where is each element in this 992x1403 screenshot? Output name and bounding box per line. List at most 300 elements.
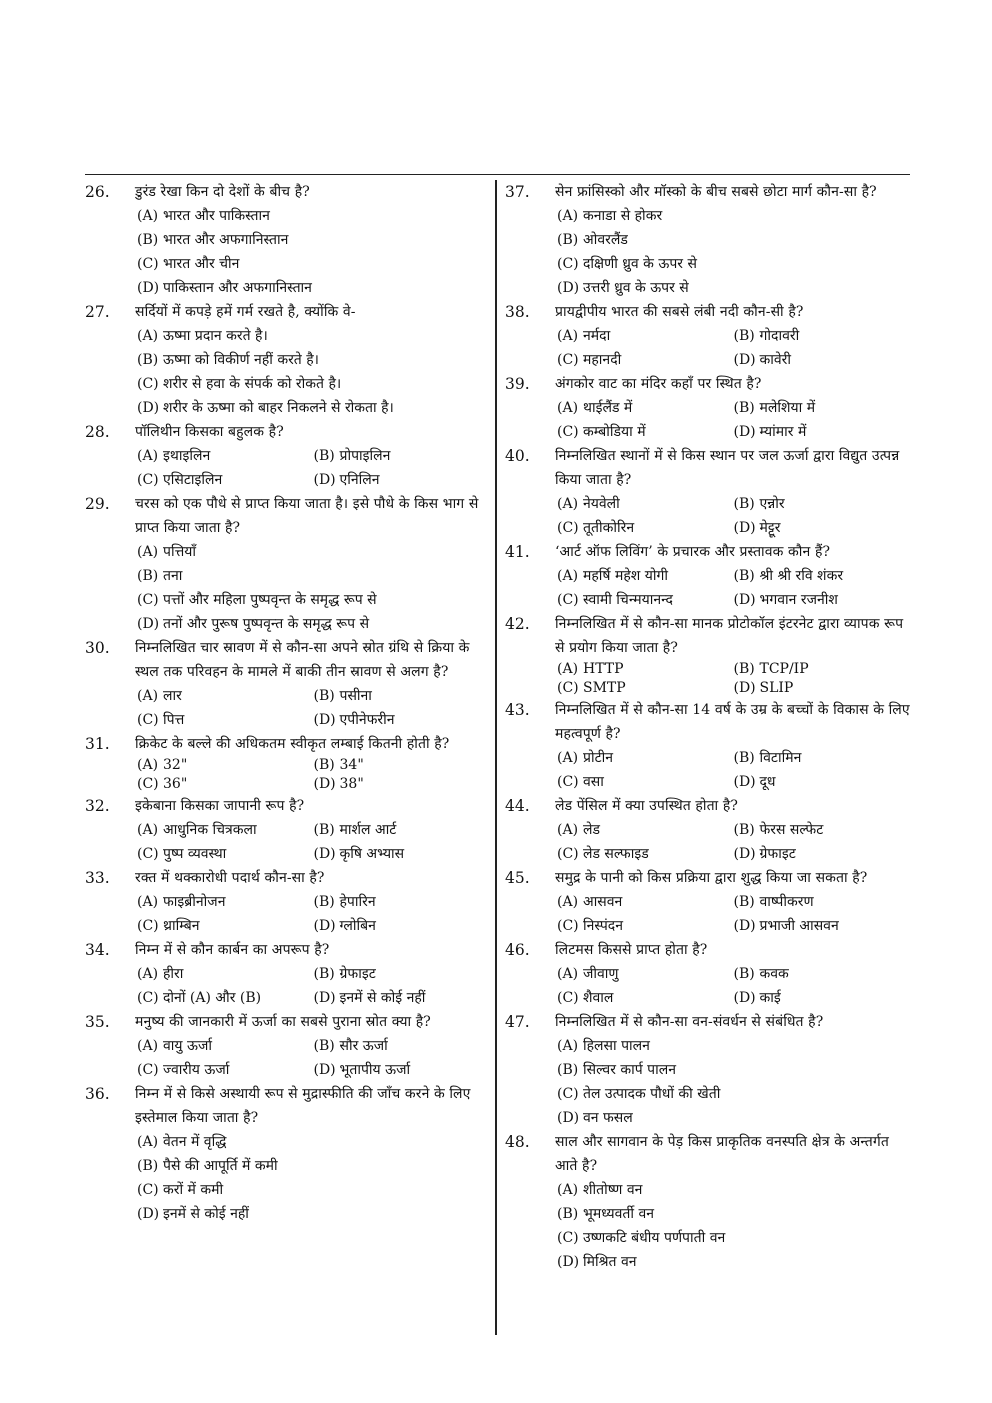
question-text: पॉलिथीन किसका बहुलक है? — [135, 424, 284, 440]
option-text: पाकिस्तान और अफगानिस्तान — [163, 280, 312, 296]
option-label: (C) — [137, 776, 159, 792]
option-label: (A) — [557, 966, 579, 982]
option-label: (D) — [733, 990, 756, 1006]
option-text: प्रभाजी आसवन — [759, 918, 839, 934]
option — [557, 1250, 910, 1274]
option-label: (A) — [557, 1038, 579, 1054]
option — [137, 204, 490, 228]
option-label: (A) — [137, 757, 159, 773]
option-label: (B) — [137, 1158, 159, 1174]
option-label: (B) — [557, 1206, 579, 1222]
options — [135, 444, 490, 492]
option — [557, 516, 734, 540]
question-number: 30. — [85, 639, 110, 657]
question-text: लेड पेंसिल में क्या उपस्थित होता है? — [555, 798, 738, 814]
option-text: पुष्प व्यवस्था — [163, 846, 227, 862]
option-text: म्यांमार में — [759, 424, 807, 440]
question-number: 33. — [85, 869, 110, 887]
option-text: दोनों (A) और (B) — [163, 990, 262, 1006]
option — [314, 684, 491, 708]
option-text: वसा — [583, 774, 604, 790]
option — [734, 660, 911, 679]
question — [85, 794, 490, 866]
question — [85, 492, 490, 636]
option — [734, 962, 911, 986]
option-label: (B) — [313, 448, 335, 464]
option — [734, 588, 911, 612]
option-label: (C) — [557, 256, 579, 272]
option-text: इनमें से कोई नहीं — [339, 990, 426, 1006]
option-label: (A) — [557, 750, 579, 766]
options — [135, 684, 490, 732]
question-text: प्रायद्वीपीय भारत की सबसे लंबी नदी कौन-सी है? — [555, 304, 804, 320]
option-label: (D) — [557, 280, 580, 296]
option — [137, 252, 490, 276]
question-number: 29. — [85, 495, 110, 513]
option-text: इथाइलिन — [163, 448, 211, 464]
option — [557, 276, 910, 300]
option-text: भारत और अफगानिस्तान — [163, 232, 289, 248]
question-number: 36. — [85, 1085, 110, 1103]
option-label: (C) — [557, 352, 579, 368]
question-text: अंगकोर वाट का मंदिर कहाँ पर स्थित है? — [555, 376, 762, 392]
question-number: 42. — [505, 615, 530, 633]
option-text: 36" — [163, 776, 188, 792]
question-number: 38. — [505, 303, 530, 321]
option-label: (C) — [137, 592, 159, 608]
question — [85, 938, 490, 1010]
option — [314, 1058, 491, 1082]
option-label: (A) — [557, 568, 579, 584]
option — [314, 986, 491, 1010]
options — [555, 396, 910, 444]
option — [557, 204, 910, 228]
option-label: (C) — [137, 1182, 159, 1198]
option-label: (A) — [137, 822, 159, 838]
option — [137, 986, 314, 1010]
option — [137, 324, 490, 348]
options — [555, 324, 910, 372]
option-text: दक्षिणी ध्रुव के ऊपर से — [583, 256, 697, 272]
option-text: शरीर के ऊष्मा को बाहर निकलने से रोकता है। — [163, 400, 394, 416]
option-text: पैसे की आपूर्ति में कमी — [163, 1158, 278, 1174]
options — [135, 1034, 490, 1082]
option-text: आधुनिक चित्रकला — [163, 822, 257, 838]
option — [557, 1226, 910, 1250]
option — [137, 228, 490, 252]
option-label: (C) — [137, 712, 159, 728]
option-label: (D) — [733, 846, 756, 862]
option — [734, 914, 911, 938]
option-text: उष्णकटि बंधीय पर्णपाती वन — [583, 1230, 726, 1246]
option — [557, 396, 734, 420]
option-text: मेट्टूर — [759, 520, 781, 536]
option-label: (C) — [137, 1062, 159, 1078]
question — [85, 866, 490, 938]
option-text: नर्मदा — [583, 328, 611, 344]
option-text: कृषि अभ्यास — [339, 846, 405, 862]
question — [85, 1010, 490, 1082]
option-text: ऊष्मा प्रदान करते है। — [163, 328, 268, 344]
option — [557, 588, 734, 612]
option — [557, 1058, 910, 1082]
option — [557, 348, 734, 372]
option-text: तना — [163, 568, 183, 584]
option — [314, 775, 491, 794]
options — [555, 818, 910, 866]
option-text: काई — [759, 990, 781, 1006]
option-label: (D) — [137, 1206, 160, 1222]
option — [557, 420, 734, 444]
option — [314, 1034, 491, 1058]
option — [314, 756, 491, 775]
option — [314, 890, 491, 914]
option — [734, 679, 911, 698]
option-label: (B) — [313, 966, 335, 982]
option-text: ओवरलैंड — [583, 232, 628, 248]
option-text: शैवाल — [583, 990, 614, 1006]
option-label: (B) — [733, 894, 755, 910]
option-text: 34" — [339, 757, 364, 773]
option-label: (C) — [137, 256, 159, 272]
question-number: 27. — [85, 303, 110, 321]
option — [557, 770, 734, 794]
question-text: निम्नलिखित चार स्रावण में से कौन-सा अपने स्रोत ग्रंथि से क्रिया के स्थल तक परिवहन के मामले में बाकी तीन स्रावण से अलग है? — [135, 640, 470, 680]
question-text: निम्नलिखित स्थानों में से किस स्थान पर जल ऊर्जा द्वारा विद्युत उत्पन्न किया जाता है? — [555, 448, 900, 488]
question — [85, 732, 490, 794]
option-text: ग्लोबिन — [339, 918, 376, 934]
option — [137, 468, 314, 492]
option-label: (B) — [557, 1062, 579, 1078]
option-text: शरीर से हवा के संपर्क को रोकते है। — [163, 376, 342, 392]
question-text: डुरंड रेखा किन दो देशों के बीच है? — [135, 184, 310, 200]
question-text: साल और सागवान के पेड़ किस प्राकृतिक वनस्पति क्षेत्र के अन्तर्गत आते है? — [555, 1134, 889, 1174]
option-text: निस्पंदन — [583, 918, 623, 934]
option-label: (B) — [733, 568, 755, 584]
option-label: (D) — [557, 1254, 580, 1270]
option-label: (C) — [557, 680, 579, 696]
option-label: (D) — [733, 520, 756, 536]
question — [505, 1010, 910, 1130]
option-label: (D) — [137, 400, 160, 416]
option-label: (C) — [557, 774, 579, 790]
question-text: निम्न में से किसे अस्थायी रूप से मुद्रास्फीति की जाँच करने के लिए इस्तेमाल किया जाता है? — [135, 1086, 471, 1126]
option-text: प्रोटीन — [583, 750, 614, 766]
question — [505, 794, 910, 866]
option — [557, 818, 734, 842]
option-label: (D) — [733, 424, 756, 440]
option-label: (B) — [733, 661, 755, 677]
option-label: (C) — [557, 846, 579, 862]
option — [137, 372, 490, 396]
question — [505, 372, 910, 444]
option — [557, 1034, 910, 1058]
option-text: मलेशिया में — [759, 400, 816, 416]
question — [505, 1130, 910, 1274]
option-label: (D) — [733, 918, 756, 934]
option-label: (B) — [313, 688, 335, 704]
option-text: मार्शल आर्ट — [339, 822, 397, 838]
option — [137, 588, 490, 612]
option-text: कवक — [759, 966, 789, 982]
question-text: इकेबाना किसका जापानी रूप है? — [135, 798, 305, 814]
option-label: (C) — [557, 592, 579, 608]
option-label: (D) — [733, 352, 756, 368]
option-label: (D) — [733, 680, 756, 696]
question-number: 45. — [505, 869, 530, 887]
option — [734, 492, 911, 516]
option — [314, 914, 491, 938]
option-text: एसिटाइलिन — [163, 472, 223, 488]
question-text: सेन फ्रांसिस्को और मॉस्को के बीच सबसे छोटा मार्ग कौन-सा है? — [555, 184, 877, 200]
option-label: (D) — [313, 1062, 336, 1078]
question-number: 40. — [505, 447, 530, 465]
option-label: (C) — [137, 918, 159, 934]
option — [734, 842, 911, 866]
option — [557, 842, 734, 866]
question-text: क्रिकेट के बल्ले की अधिकतम स्वीकृत लम्बाई कितनी होती है? — [135, 736, 450, 752]
option-label: (C) — [557, 424, 579, 440]
question-text: निम्न में से कौन कार्बन का अपरूप है? — [135, 942, 330, 958]
question-number: 37. — [505, 183, 530, 201]
options — [135, 324, 490, 420]
option-text: भगवान रजनीश — [759, 592, 838, 608]
option-text: तनों और पुरूष पुष्पवृन्त के समृद्ध रूप से — [163, 616, 370, 632]
option-label: (B) — [137, 352, 159, 368]
option — [137, 842, 314, 866]
options — [555, 962, 910, 1010]
option-text: वन फसल — [583, 1110, 633, 1126]
option — [734, 324, 911, 348]
option-label: (A) — [137, 448, 159, 464]
option — [734, 516, 911, 540]
option-text: तूतीकोरिन — [583, 520, 635, 536]
question-text: लिटमस किससे प्राप्त होता है? — [555, 942, 708, 958]
option-text: कनाडा से होकर — [583, 208, 663, 224]
option-text: हिलसा पालन — [583, 1038, 650, 1054]
option-text: लेड — [583, 822, 600, 838]
option-text: भूतापीय ऊर्जा — [339, 1062, 411, 1078]
option-label: (A) — [137, 966, 159, 982]
option — [557, 228, 910, 252]
option-label: (A) — [557, 661, 579, 677]
question-number: 39. — [505, 375, 530, 393]
option-label: (C) — [557, 918, 579, 934]
question-text: सर्दियों में कपड़े हमें गर्म रखते है, क्योंकि वे- — [135, 304, 356, 320]
options — [135, 818, 490, 866]
options — [555, 492, 910, 540]
option — [734, 746, 911, 770]
option — [314, 962, 491, 986]
option-label: (B) — [733, 496, 755, 512]
option-label: (D) — [137, 280, 160, 296]
question-text: रक्त में थक्कारोधी पदार्थ कौन-सा है? — [135, 870, 325, 886]
question — [85, 300, 490, 420]
question-text: निम्नलिखित में से कौन-सा मानक प्रोटोकॉल इंटरनेट द्वारा व्यापक रूप से प्रयोग किया जाता है? — [555, 616, 904, 656]
option — [137, 1178, 490, 1202]
option-text: जीवाणु — [583, 966, 619, 982]
option-label: (A) — [137, 544, 159, 560]
question-text: निम्नलिखित में से कौन-सा वन-संवर्धन से संबंधित है? — [555, 1014, 824, 1030]
option-text: वायु ऊर्जा — [163, 1038, 212, 1054]
question — [505, 698, 910, 794]
option — [557, 492, 734, 516]
option-label: (D) — [313, 472, 336, 488]
option-label: (B) — [313, 757, 335, 773]
option-text: ज्वारीय ऊर्जा — [163, 1062, 230, 1078]
option-text: भारत और चीन — [163, 256, 240, 272]
option-label: (D) — [313, 918, 336, 934]
option-label: (B) — [733, 966, 755, 982]
options — [555, 746, 910, 794]
question-number: 47. — [505, 1013, 530, 1031]
option — [137, 540, 490, 564]
option-text: नेयवेली — [583, 496, 620, 512]
option-text: महर्षि महेश योगी — [583, 568, 669, 584]
option-text: भूमध्यवर्ती वन — [583, 1206, 654, 1222]
top-rule — [85, 174, 910, 175]
question-number: 44. — [505, 797, 530, 815]
option — [557, 679, 734, 698]
option — [557, 660, 734, 679]
option-label: (D) — [137, 616, 160, 632]
option — [137, 756, 314, 775]
options — [555, 1178, 910, 1274]
question-number: 48. — [505, 1133, 530, 1151]
option-text: लेड सल्फाइड — [583, 846, 649, 862]
option-text: SMTP — [583, 680, 626, 696]
option — [734, 564, 911, 588]
option-text: महानदी — [583, 352, 622, 368]
option-label: (D) — [313, 776, 336, 792]
option-text: कावेरी — [759, 352, 792, 368]
option-text: हेपारिन — [339, 894, 376, 910]
option — [137, 396, 490, 420]
option-text: सौर ऊर्जा — [339, 1038, 388, 1054]
option-label: (B) — [557, 232, 579, 248]
question — [505, 444, 910, 540]
option — [137, 276, 490, 300]
option-label: (A) — [557, 822, 579, 838]
option-label: (B) — [733, 750, 755, 766]
option-label: (B) — [137, 568, 159, 584]
question — [85, 420, 490, 492]
question — [85, 1082, 490, 1226]
option-text: एपीनेफरीन — [339, 712, 395, 728]
option — [137, 612, 490, 636]
option — [314, 842, 491, 866]
option-label: (A) — [137, 208, 159, 224]
option — [137, 708, 314, 732]
question-number: 32. — [85, 797, 110, 815]
option — [734, 890, 911, 914]
option-label: (B) — [733, 328, 755, 344]
option — [557, 746, 734, 770]
question-number: 35. — [85, 1013, 110, 1031]
option — [137, 818, 314, 842]
option — [137, 775, 314, 794]
option — [137, 1058, 314, 1082]
option-text: फेरस सल्फेट — [759, 822, 824, 838]
option-label: (B) — [313, 822, 335, 838]
left-column — [85, 180, 490, 1226]
option-text: स्वामी चिन्मयानन्द — [583, 592, 673, 608]
option-label: (B) — [137, 232, 159, 248]
option-label: (C) — [557, 1086, 579, 1102]
option-label: (A) — [137, 688, 159, 704]
question — [505, 180, 910, 300]
option-label: (A) — [137, 1038, 159, 1054]
option-text: लार — [163, 688, 182, 704]
option-text: ग्रेफाइट — [759, 846, 796, 862]
option — [557, 914, 734, 938]
option — [137, 1154, 490, 1178]
question-number: 34. — [85, 941, 110, 959]
option-label: (A) — [557, 894, 579, 910]
options — [135, 204, 490, 300]
option — [137, 348, 490, 372]
option-text: प्रोपाइलिन — [339, 448, 391, 464]
option-label: (C) — [137, 990, 159, 1006]
option — [137, 1034, 314, 1058]
option — [557, 890, 734, 914]
question — [85, 180, 490, 300]
options — [555, 1034, 910, 1130]
option-label: (A) — [137, 894, 159, 910]
option-label: (C) — [137, 376, 159, 392]
option-text: वाष्पीकरण — [759, 894, 814, 910]
question-text: समुद्र के पानी को किस प्रक्रिया द्वारा शुद्ध किया जा सकता है? — [555, 870, 868, 886]
option-label: (C) — [557, 990, 579, 1006]
option-text: इनमें से कोई नहीं — [163, 1206, 249, 1222]
option-label: (D) — [313, 846, 336, 862]
option-text: थ्राम्बिन — [163, 918, 200, 934]
option — [557, 962, 734, 986]
option-label: (A) — [557, 1182, 579, 1198]
option — [734, 348, 911, 372]
option-text: एन्नोर — [759, 496, 785, 512]
question-number: 31. — [85, 735, 110, 753]
option — [137, 1202, 490, 1226]
question — [505, 540, 910, 612]
option-text: फाइब्रीनोजन — [163, 894, 226, 910]
option — [734, 396, 911, 420]
option-text: भारत और पाकिस्तान — [163, 208, 270, 224]
option — [314, 708, 491, 732]
question — [505, 300, 910, 372]
option-text: गोदावरी — [759, 328, 800, 344]
option-text: TCP/IP — [759, 661, 809, 677]
question-number: 43. — [505, 701, 530, 719]
option — [557, 564, 734, 588]
option-text: कम्बोडिया में — [583, 424, 646, 440]
option — [557, 1082, 910, 1106]
options — [555, 660, 910, 698]
option-text: करों में कमी — [163, 1182, 224, 1198]
option-label: (A) — [557, 400, 579, 416]
option-label: (B) — [733, 400, 755, 416]
option-text: पसीना — [339, 688, 372, 704]
option — [137, 684, 314, 708]
question-number: 46. — [505, 941, 530, 959]
option — [314, 444, 491, 468]
option — [314, 468, 491, 492]
option-text: विटामिन — [759, 750, 802, 766]
question-text: मनुष्य की जानकारी में ऊर्जा का सबसे पुराना स्रोत क्या है? — [135, 1014, 431, 1030]
option — [314, 818, 491, 842]
option-label: (D) — [557, 1110, 580, 1126]
option — [137, 890, 314, 914]
